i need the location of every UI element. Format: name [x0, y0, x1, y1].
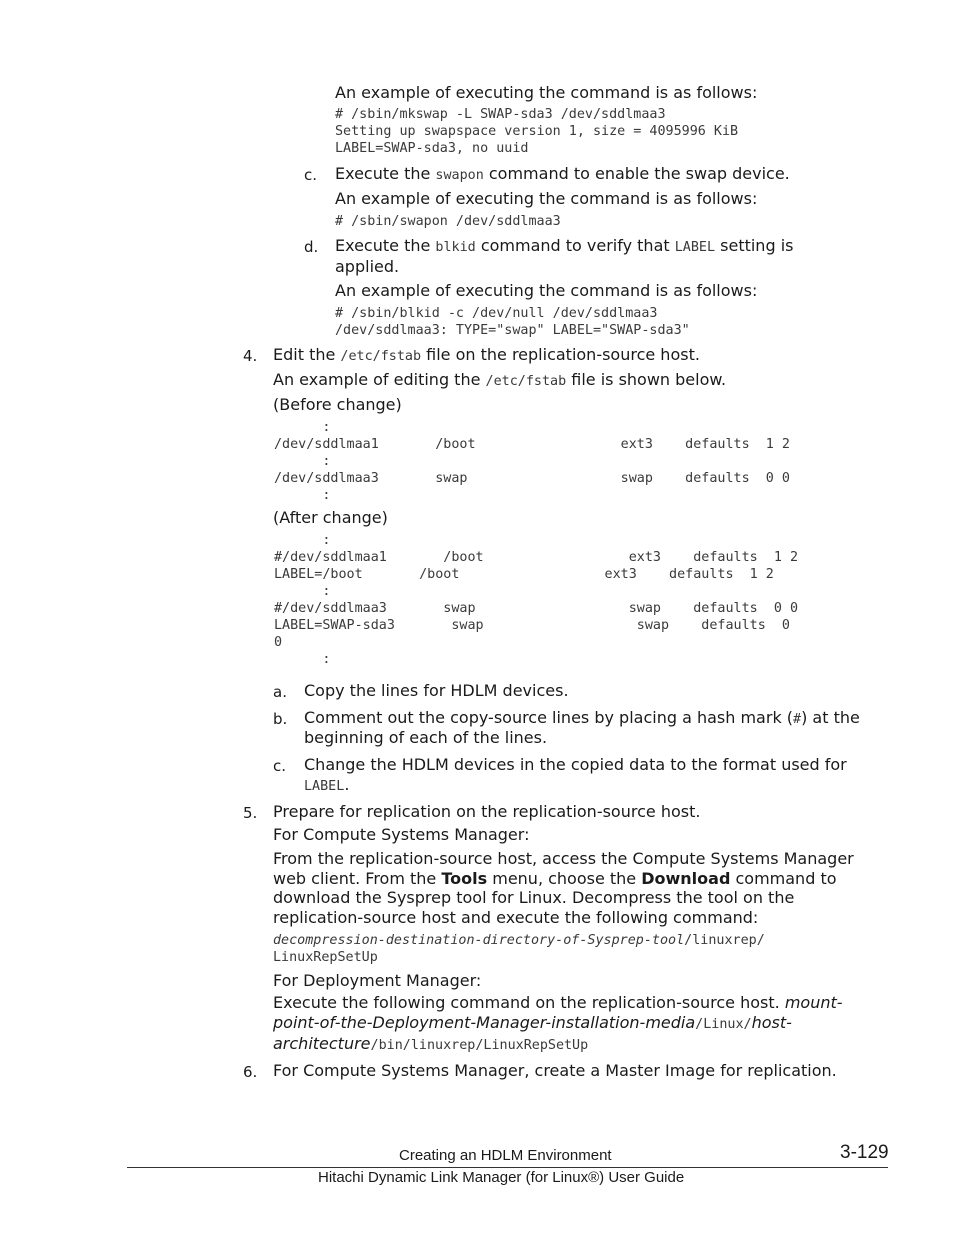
step-4c-label: c. — [273, 757, 287, 775]
step-4b-text: Comment out the copy-source lines by placing a hash mark (#) at the — [304, 708, 860, 727]
before-change-heading: (Before change) — [273, 395, 402, 414]
csm-para-line1: From the replication-source host, access the Compute Systems Manager — [273, 849, 854, 868]
step-3d-code: # /sbin/blkid -c /dev/null /dev/sddlmaa3 /dev/sddlmaa3: TYPE="swap" LABEL="SWAP-sda3" — [335, 306, 690, 338]
step-4c-text-line2: LABEL. — [304, 775, 350, 794]
step-6-text: For Compute Systems Manager, create a Master Image for replication. — [273, 1061, 837, 1080]
step-3c-text: Execute the swapon command to enable the swap device. — [335, 164, 790, 183]
csm-command-line2: LinuxRepSetUp — [273, 950, 378, 965]
after-change-heading: (After change) — [273, 508, 388, 527]
step-3d-text-line2: applied. — [335, 257, 400, 276]
step-6-number: 6. — [243, 1063, 258, 1081]
step-3c-intro: An example of executing the command is as follows: — [335, 189, 758, 208]
step-4a-label: a. — [273, 683, 287, 701]
fstab-before-code: : /dev/sddlmaa1 /boot ext3 defaults 1 2 : /dev/sddlmaa3 swap swap defaults 0 0 : — [274, 420, 790, 503]
step-4c-text: Change the HDLM devices in the copied data to the format used for — [304, 755, 847, 774]
csm-para-line2: web client. From the Tools menu, choose the Download command to — [273, 869, 837, 888]
csm-para-line4: replication-source host and execute the following command: — [273, 908, 759, 927]
step-4-example-intro: An example of editing the /etc/fstab file is shown below. — [273, 370, 727, 389]
step-3d-intro: An example of executing the command is as follows: — [335, 281, 758, 300]
step-3d-text: Execute the blkid command to verify that LABEL setting is — [335, 236, 794, 255]
step-4-text: Edit the /etc/fstab file on the replication-source host. — [273, 345, 700, 364]
footer-section-title: Creating an HDLM Environment — [399, 1147, 612, 1164]
step-5-number: 5. — [243, 804, 258, 822]
step-3b-intro: An example of executing the command is as follows: — [335, 83, 758, 102]
footer-rule — [127, 1167, 888, 1168]
dm-para-line3: architecture/bin/linuxrep/LinuxRepSetUp — [273, 1034, 589, 1053]
fstab-after-code: : #/dev/sddlmaa1 /boot ext3 defaults 1 2 LABEL=/boot /boot ext3 defaults 1 2 : #/dev/sddlmaa3 swap swap defaults 0 0 LABEL=SWAP-sda3 swap swap defaults 0 0 : — [274, 533, 799, 667]
step-4a-text: Copy the lines for HDLM devices. — [304, 681, 569, 700]
step-3d-label: d. — [304, 238, 319, 256]
step-4b-text-line2: beginning of each of the lines. — [304, 728, 548, 747]
step-3c-code: # /sbin/swapon /dev/sddlmaa3 — [335, 214, 561, 229]
dm-para-line1: Execute the following command on the replication-source host. mount- — [273, 993, 843, 1012]
step-4-number: 4. — [243, 347, 258, 365]
dm-para-line2: point-of-the-Deployment-Manager-installation-media/Linux/host- — [273, 1013, 792, 1032]
step-3c-label: c. — [304, 166, 318, 184]
csm-heading: For Compute Systems Manager: — [273, 825, 530, 844]
dm-heading: For Deployment Manager: — [273, 971, 482, 990]
csm-para-line3: download the Sysprep tool for Linux. Decompress the tool on the — [273, 888, 795, 907]
csm-command: decompression-destination-directory-of-Sysprep-tool/linuxrep/ — [273, 933, 765, 948]
page-number: 3-129 — [840, 1142, 889, 1163]
step-3b-code: # /sbin/mkswap -L SWAP-sda3 /dev/sddlmaa3 Setting up swapspace version 1, size = 4095996 KiB LABEL=SWAP-sda3, no uuid — [335, 107, 739, 156]
footer-guide-title: Hitachi Dynamic Link Manager (for Linux®) User Guide — [318, 1169, 685, 1186]
step-4b-label: b. — [273, 710, 288, 728]
step-5-text: Prepare for replication on the replication-source host. — [273, 802, 701, 821]
